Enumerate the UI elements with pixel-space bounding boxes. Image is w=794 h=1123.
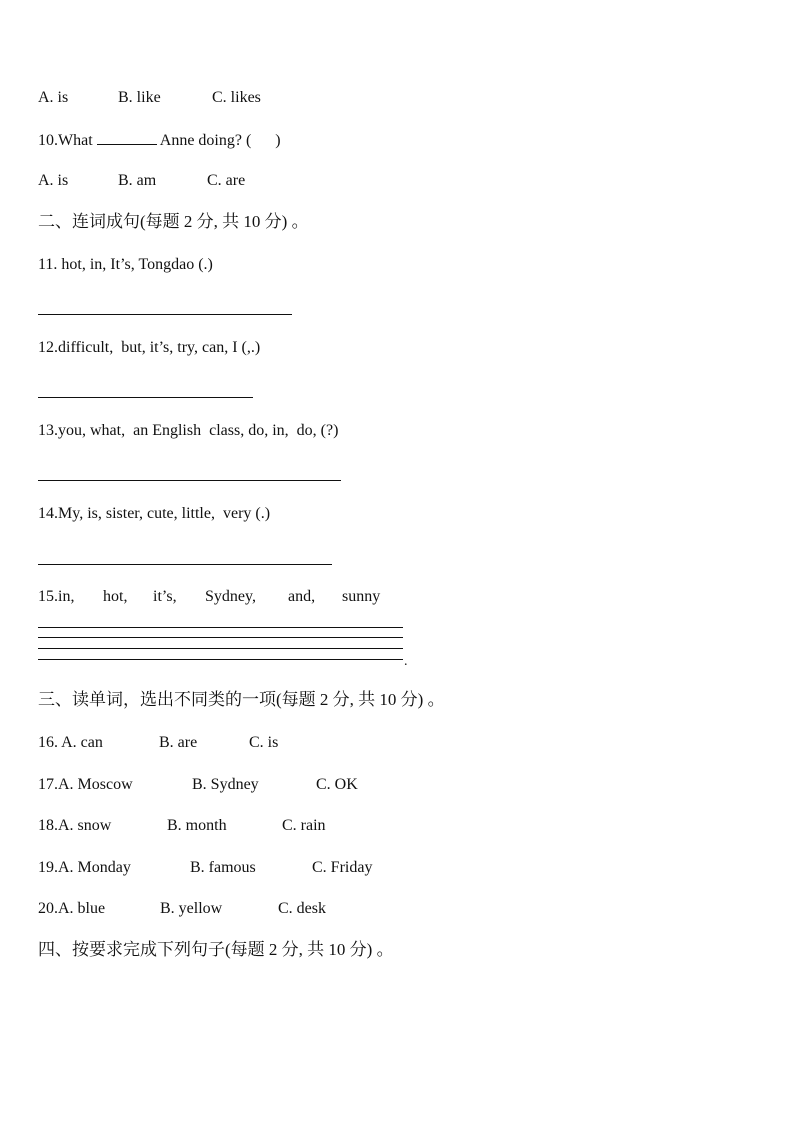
q15-answer-line-2 <box>38 637 403 638</box>
q20-option-c: C. desk <box>278 900 326 917</box>
q11-answer-line <box>38 314 292 315</box>
q10-option-c: C. are <box>207 172 246 189</box>
q10-option-a: A. is <box>38 172 69 189</box>
q15-word-2: hot, <box>103 588 128 605</box>
q17-option-b: B. Sydney <box>192 776 259 793</box>
q10-option-b: B. am <box>118 172 157 189</box>
q19-option-c: C. Friday <box>312 859 373 876</box>
q19-option-b: B. famous <box>190 859 256 876</box>
q16-option-b: B. are <box>159 734 198 751</box>
question-12: 12.difficult, but, it’s, try, can, I (,.) <box>38 339 261 356</box>
q15-answer-line-4 <box>38 659 403 660</box>
q19-option-a: 19.A. Monday <box>38 859 131 876</box>
q16-option-a: 16. A. can <box>38 734 103 751</box>
q15-word-4: Sydney, <box>205 588 256 605</box>
q13-answer-line <box>38 480 341 481</box>
q10-answer-blank <box>97 130 157 145</box>
q14-answer-line <box>38 564 332 565</box>
q9-option-c: C. likes <box>212 89 261 106</box>
question-13: 13.you, what, an English class, do, in, do, (?) <box>38 422 339 439</box>
question-11: 11. hot, in, It’s, Tongdao (.) <box>38 256 213 273</box>
q15-period: . <box>404 654 408 669</box>
q17-option-c: C. OK <box>316 776 358 793</box>
q9-option-b: B. like <box>118 89 161 106</box>
q10-prefix: 10.What <box>38 132 97 149</box>
q15-answer-line-3 <box>38 648 403 649</box>
q12-answer-line <box>38 397 253 398</box>
q20-option-a: 20.A. blue <box>38 900 106 917</box>
q15-answer-line-1 <box>38 627 403 628</box>
question-14: 14.My, is, sister, cute, little, very (.) <box>38 505 271 522</box>
section-3-title: 三、读单词，选出不同类的一项(每题 2 分, 共 10 分) 。 <box>38 690 445 709</box>
q15-word-5: and, <box>288 588 316 605</box>
q15-word-3: it’s, <box>153 588 177 605</box>
q18-option-b: B. month <box>167 817 227 834</box>
question-10 <box>38 130 281 151</box>
q15-word-6: sunny <box>342 588 381 605</box>
q18-option-a: 18.A. snow <box>38 817 112 834</box>
q17-option-a: 17.A. Moscow <box>38 776 133 793</box>
section-4-title: 四、按要求完成下列句子(每题 2 分, 共 10 分) 。 <box>38 940 394 959</box>
q15-word-1: 15.in, <box>38 588 75 605</box>
q20-option-b: B. yellow <box>160 900 223 917</box>
q16-option-c: C. is <box>249 734 279 751</box>
q10-suffix: Anne doing? ( ) <box>156 132 281 149</box>
section-2-title: 二、连词成句(每题 2 分, 共 10 分) 。 <box>38 212 309 231</box>
q18-option-c: C. rain <box>282 817 326 834</box>
q9-option-a: A. is <box>38 89 69 106</box>
